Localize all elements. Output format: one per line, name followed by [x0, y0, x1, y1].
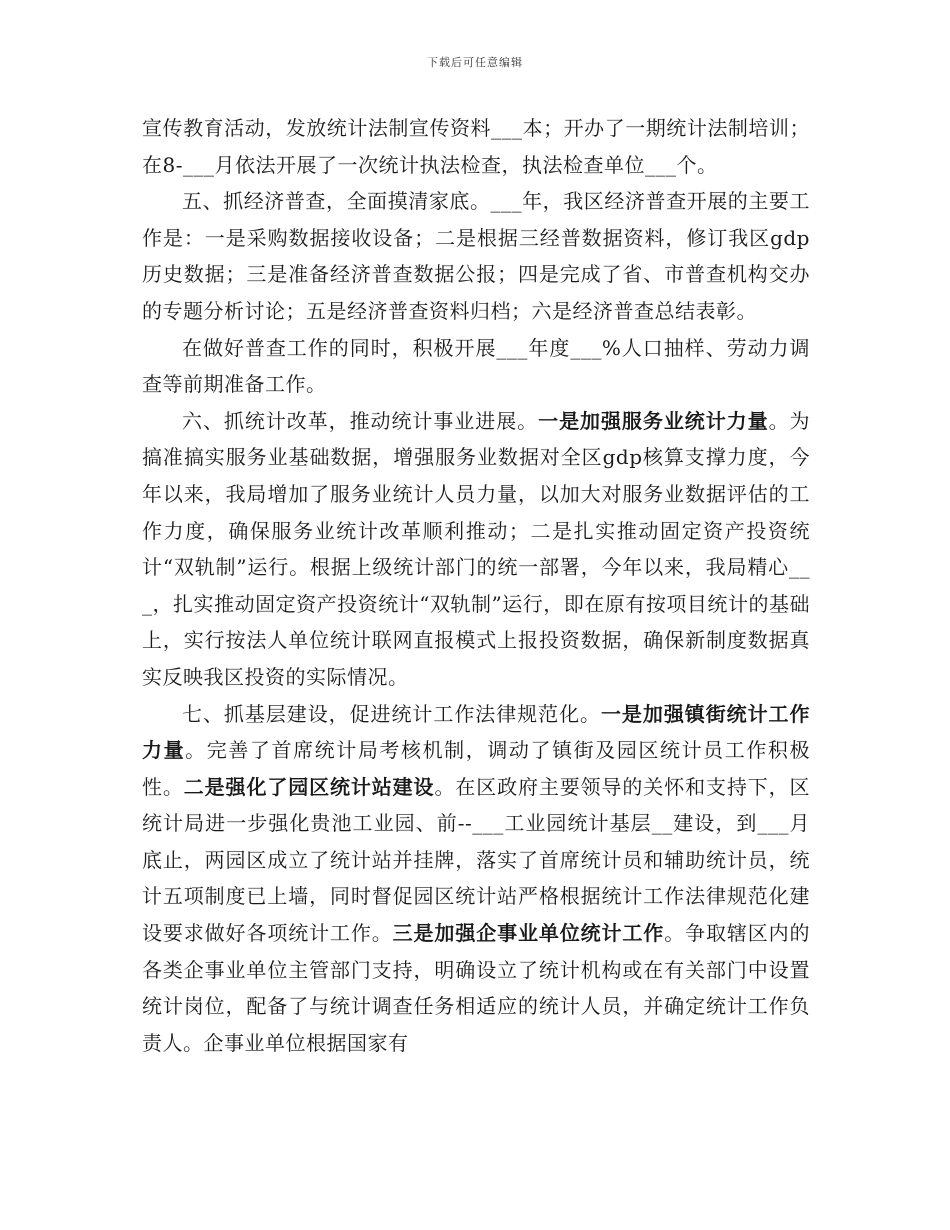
- bold-heading-text: 三是加强企事业单位统计工作: [392, 921, 665, 946]
- paragraph-text: 。在区政府主要领导的关怀和支持下，区统计局进一步强化贵池工业园、前--___工业园统计基层__建设，到___月底止，两园区成立了统计站并挂牌，落实了首席统计员和辅助统计员，统计五项制度已上墙，同时督促园区统计站严格根据统计工作法律规范化建设要求做好各项统计工作。: [142, 774, 811, 946]
- bold-heading-text: 二是强化了园区统计站建设: [183, 774, 435, 799]
- paragraph: [142, 403, 810, 696]
- document-body: [142, 110, 810, 1061]
- paragraph-text: 。完善了首席统计局考核机制，调动了镇街及园区统计员工作积极性。: [142, 738, 811, 799]
- paragraph-text: 七、抓基层建设，促进统计工作法律规范化。: [182, 701, 601, 726]
- page-header: 下载后可任意编辑: [427, 56, 523, 69]
- paragraph-text: 六、抓统计改革，推动统计事业进展。: [182, 408, 539, 433]
- paragraph-text: 。争取辖区内的各类企事业单位主管部门支持，明确设立了统计机构或在有关部门中设置统计岗位，配备了与统计调查任务相适应的统计人员，并确定统计工作负责人。企事业单位根据国家有: [142, 921, 811, 1055]
- bold-heading-text: 一是加强服务业统计力量: [538, 408, 769, 433]
- paragraph: [142, 330, 810, 403]
- paragraph-text: 五、抓经济普查，全面摸清家底。___年，我区经济普查开展的主要工作是：一是采购数据接收设备；二是根据三经普数据资料，修订我区gdp历史数据；三是准备经济普查数据公报；四是完成了省、市普查机构交办的专题分析讨论；五是经济普查资料归档；六是经济普查总结表彰。: [142, 189, 810, 323]
- paragraph-text: 在做好普查工作的同时，积极开展___年度___%人口抽样、劳动力调查等前期准备工作。: [142, 335, 810, 397]
- paragraph-text: 。为搞准搞实服务业基础数据，增强服务业数据对全区gdp核算支撑力度，今年以来，我局增加了服务业统计人员力量，以加大对服务业数据评估的工作力度，确保服务业统计改革顺利推动；二是扎实推动固定资产投资统计“双轨制”运行。根据上级统计部门的统一部署，今年以来，我局精心___，扎实推动固定资产投资统计“双轨制”运行，即在原有按项目统计的基础上，实行按法人单位统计联网直报模式上报投资数据，确保新制度数据真实反映我区投资的实际情况。: [142, 408, 811, 689]
- paragraph: [142, 110, 810, 183]
- paragraph-text: 宣传教育活动，发放统计法制宣传资料___本；开办了一期统计法制培训；在8-___月依法开展了一次统计执法检查，执法检查单位___个。: [142, 116, 810, 177]
- bold-heading-text: 一是加强镇街统计工作力量: [142, 701, 811, 763]
- paragraph: [142, 696, 810, 1062]
- paragraph: [142, 183, 810, 329]
